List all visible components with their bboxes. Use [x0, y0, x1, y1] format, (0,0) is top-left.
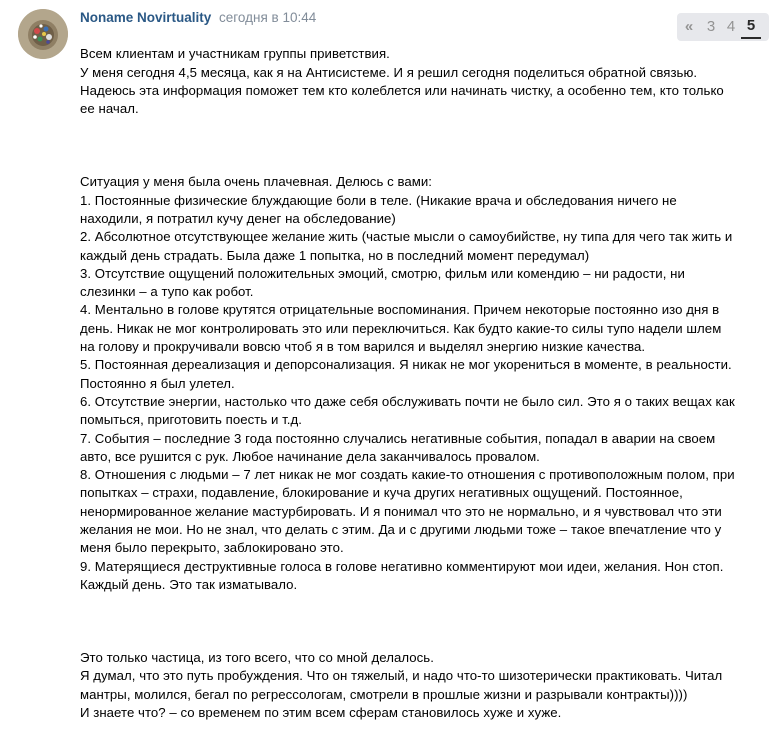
- post-timestamp[interactable]: сегодня в 10:44: [219, 10, 317, 25]
- avatar-image: [18, 9, 68, 59]
- avatar[interactable]: [18, 9, 68, 59]
- author-name[interactable]: Noname Novirtuality: [80, 10, 212, 25]
- pagination-page-3[interactable]: 3: [706, 18, 716, 35]
- pagination-page-4[interactable]: 4: [726, 18, 736, 35]
- pagination-current-page: 5: [741, 15, 761, 39]
- pagination-prev-button[interactable]: «: [684, 18, 694, 35]
- post-paragraph: Ситуация у меня была очень плачевная. Делюсь с вами: 1. Постоянные физические блуждающие боли в теле. (Никакие врача и обследования ничего не находили, я потратил кучу денег на обследование) 2. Абсолютное отсутствующее желание жить (частые мысли о самоубийстве, ну типа для чего так жить и каждый день страдать. Была даже 1 попытка, но в последний момент передумал) 3. Отсутствие ощущений положительных эмоций, смотрю, фильм или комендию – ни радости, ни слезинки – а тупо как робот. 4. Ментально в голове крутятся отрицательные воспоминания. Причем некоторые постоянно изо дня в день. Никак не мог контролировать это или переключиться. Как будто какие-то силы тупо надели шлем на голову и прокручивали вовсю чтоб я в том варился и выделял энергию низкие качества. 5. Постоянная дереализация и депорсонализация. Я никак не мог укорениться в моменте, в реальности. Постоянно я был улетел. 6. Отсутствие энергии, настолько что даже себя обслуживать почти не было сил. Это я о таких вещах как помыться, приготовить поесть и т.д. 7. События – последние 3 года постоянно случались негативные события, попадал в аварии на своем авто, все рушится с рук. Любое начинание дела заканчивалось провалом. 8. Отношения с людьми – 7 лет никак не мог создать какие-то отношения с противоположным полом, при попытках – страхи, подавление, блокирование и куча других негативных ощущений. Постоянное, ненормированное желание мастурбировать. И я понимал что это не нормально, и я чувствовал что эти желания не мои. Но не знал, что делать с этим. Да и с другими людьми тоже – такое впечатление что у меня было перекрыто, заблокировано это. 9. Матерящиеся деструктивные голоса в голове негативно комментируют мои идеи, желания. Нон стоп. Каждый день. Это так изматывало.: [80, 174, 735, 592]
- post-paragraph: Всем клиентам и участникам группы приветствия. У меня сегодня 4,5 месяца, как я на Антисистеме. И я решил сегодня поделиться обратной связью. Надеюсь эта информация поможет тем кто колеблется или начинать чистку, а особенно тем, кто только ее начал.: [80, 46, 724, 117]
- post-text: [80, 27, 770, 741]
- post-paragraph-spacer: [80, 613, 770, 631]
- post-paragraph-spacer: [80, 137, 770, 155]
- post-paragraph: Это только частица, из того всего, что со мной делалось. Я думал, что это путь пробуждения. Что он тяжелый, и надо что-то шизотерически практиковать. Читал мантры, молился, бегал по регрессологам, смотрели в прошлые жизни и разрывали контракты)))) И знаете что? – со временем по этим всем сферам становилось хуже и хуже.: [80, 650, 723, 720]
- post-header: [80, 9, 316, 27]
